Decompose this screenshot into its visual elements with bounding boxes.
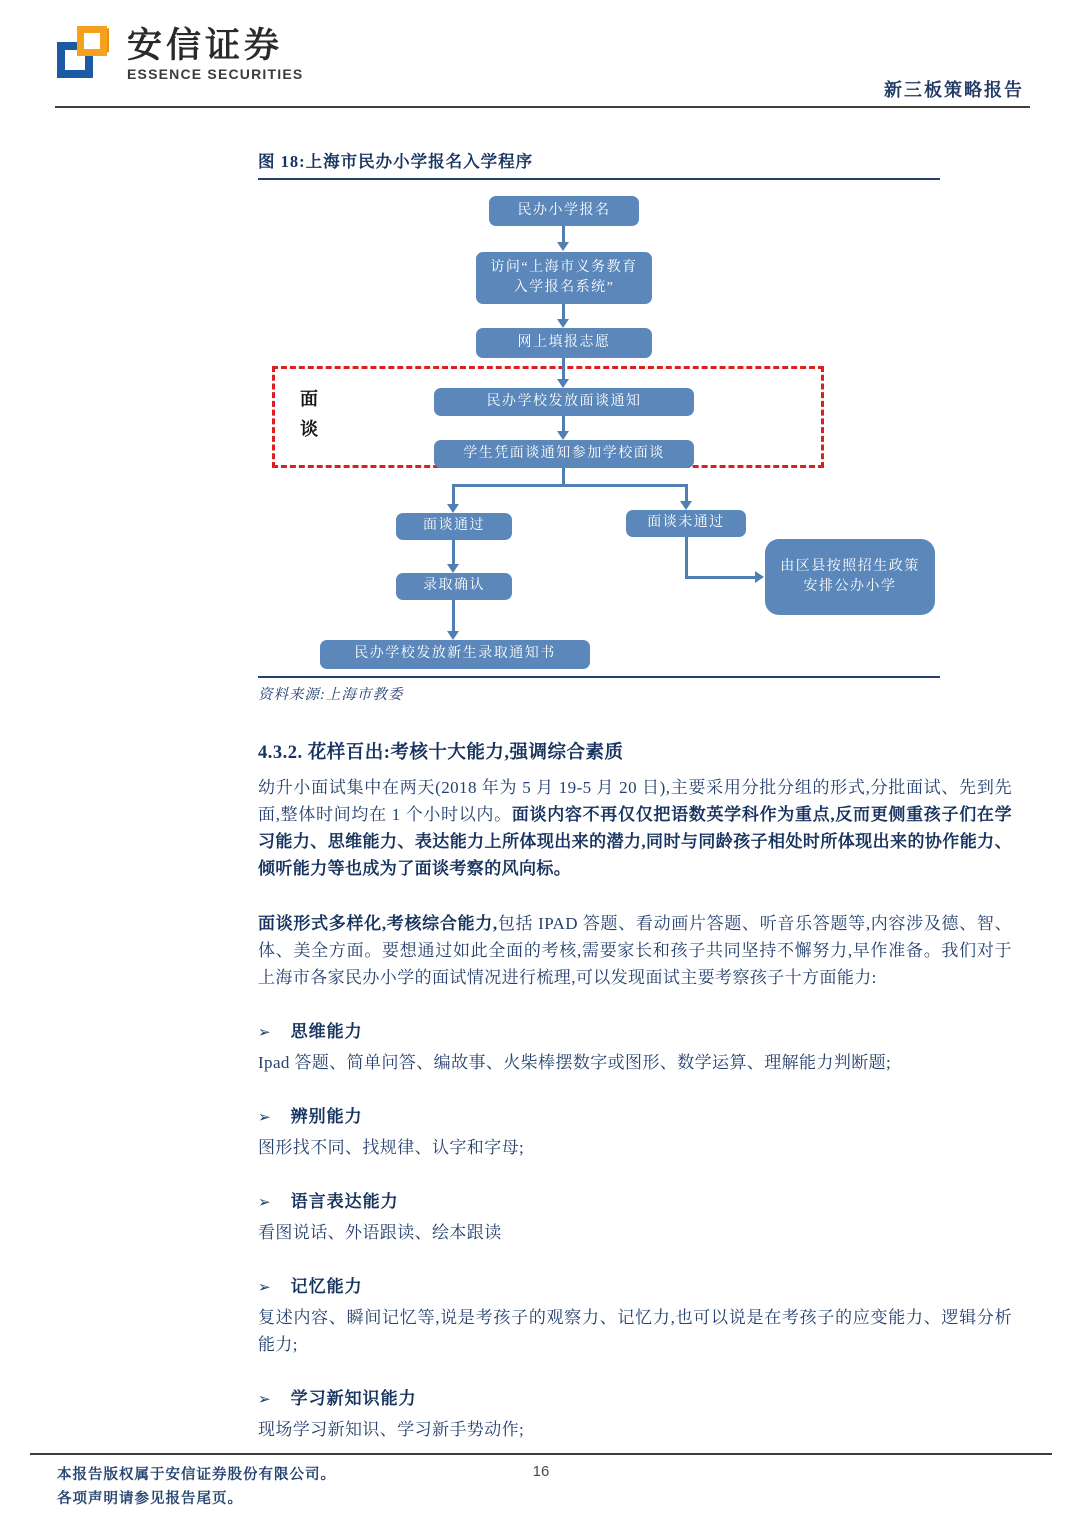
flow-line <box>562 226 565 243</box>
flow-node-signup: 民办小学报名 <box>489 196 639 226</box>
flow-line <box>562 358 565 381</box>
bullet-row <box>258 1019 1012 1045</box>
ability-label: 学习新知识能力 <box>290 1389 417 1408</box>
flow-line <box>452 540 455 565</box>
paragraph-1-normal: 幼升小面试集中在两天(2018 年为 5 月 19-5 月 20 日),主要采用分批分组的形式,分批面试、先到先面,整体时间均在 1 个小时以内。 <box>258 778 1012 824</box>
report-type-label: 新三板策略报告 <box>884 80 1024 100</box>
figure-bottom-divider <box>258 676 940 678</box>
ability-item-discrimination <box>258 1104 1012 1161</box>
flow-node-notice: 民办学校发放面谈通知 <box>434 388 694 416</box>
ability-label: 语言表达能力 <box>290 1192 399 1211</box>
page-number: 16 <box>532 1463 550 1480</box>
essence-cube-logo-icon <box>57 26 113 84</box>
flow-line <box>452 484 455 505</box>
flow-arrow-down-icon <box>557 379 569 388</box>
flow-line <box>452 484 688 487</box>
flow-arrow-down-icon <box>447 504 459 513</box>
figure-source: 资料来源:上海市教委 <box>258 687 404 703</box>
bullet-arrow-icon: ➢ <box>258 1278 271 1296</box>
main-content <box>258 0 1012 1443</box>
flow-node-visit-system: 访问“上海市义务教育入学报名系统” <box>476 252 652 304</box>
ability-label: 记忆能力 <box>290 1277 363 1296</box>
ability-label: 辨别能力 <box>290 1107 363 1126</box>
figure-title: 图 18:上海市民办小学报名入学程序 <box>258 150 940 180</box>
bullet-row <box>258 1386 1012 1412</box>
brand-text <box>127 26 303 82</box>
paragraph-1 <box>258 774 1012 882</box>
bullet-arrow-icon: ➢ <box>258 1390 271 1408</box>
flow-line <box>685 484 688 502</box>
flow-arrow-down-icon <box>447 564 459 573</box>
paragraph-2 <box>258 910 1012 991</box>
brand-logo <box>57 26 303 84</box>
bullet-arrow-icon: ➢ <box>258 1023 271 1041</box>
ability-item-thinking <box>258 1019 1012 1076</box>
flow-line <box>685 537 688 579</box>
flow-arrow-down-icon <box>447 631 459 640</box>
flow-node-pass: 面谈通过 <box>396 513 512 540</box>
flow-line <box>452 600 455 632</box>
section-heading: 4.3.2. 花样百出:考核十大能力,强调综合素质 <box>258 743 624 763</box>
bullet-row <box>258 1274 1012 1300</box>
paragraph-1-bold: 面谈内容不再仅仅把语数英学科作为重点,反而更侧重孩子们在学习能力、思维能力、表达能力上所体现出来的潜力,同时与同龄孩子相处时所体现出来的协作能力、倾听能力等也成为了面谈考察的风向标。 <box>258 805 1012 878</box>
ability-desc: 看图说话、外语跟读、绘本跟读 <box>258 1223 502 1242</box>
bullet-row <box>258 1104 1012 1130</box>
flow-node-fill-online: 网上填报志愿 <box>476 328 652 358</box>
paragraph-2-bold: 面谈形式多样化,考核综合能力, <box>258 914 498 933</box>
flow-node-admit-letter: 民办学校发放新生录取通知书 <box>320 640 590 669</box>
footer-line-2: 各项声明请参见报告尾页。 <box>57 1491 243 1507</box>
flow-line <box>685 576 756 579</box>
bullet-arrow-icon: ➢ <box>258 1193 271 1211</box>
ability-desc: 复述内容、瞬间记忆等,说是考孩子的观察力、记忆力,也可以说是在考孩子的应变能力、逻辑分析能力; <box>258 1308 1012 1354</box>
ability-label: 思维能力 <box>290 1022 363 1041</box>
flowchart-figure <box>258 192 940 676</box>
ability-item-learning <box>258 1386 1012 1443</box>
footer-line-1: 本报告版权属于安信证券股份有限公司。 <box>57 1467 336 1483</box>
flow-arrow-down-icon <box>557 242 569 251</box>
ability-desc: 图形找不同、找规律、认字和字母; <box>258 1138 525 1157</box>
ability-desc: Ipad 答题、简单问答、编故事、火柴棒摆数字或图形、数学运算、理解能力判断题; <box>258 1053 892 1072</box>
flow-arrow-down-icon <box>557 431 569 440</box>
ability-desc: 现场学习新知识、学习新手势动作; <box>258 1420 525 1439</box>
paragraph-2-normal: 包括 IPAD 答题、看动画片答题、听音乐答题等,内容涉及德、智、体、美全方面。要想通过如此全面的考核,需要家长和孩子共同坚持不懈努力,早作准备。我们对于上海市各家民办小学的面试情况进行梳理,可以发现面试主要考察孩子十方面能力: <box>258 914 1013 987</box>
brand-name-cn: 安信证券 <box>127 26 284 65</box>
flow-node-confirm: 录取确认 <box>396 573 512 600</box>
ability-item-memory <box>258 1274 1012 1358</box>
header-divider <box>55 106 1030 108</box>
bullet-row <box>258 1189 1012 1215</box>
page-footer <box>30 1453 1052 1507</box>
flow-node-public-arrange: 由区县按照招生政策安排公办小学 <box>765 539 935 615</box>
flow-arrow-down-icon <box>557 319 569 328</box>
ability-item-language <box>258 1189 1012 1246</box>
bullet-arrow-icon: ➢ <box>258 1108 271 1126</box>
footer-disclaimer <box>57 1463 336 1511</box>
flow-arrow-down-icon <box>680 501 692 510</box>
brand-name-en: ESSENCE SECURITIES <box>127 66 304 82</box>
logo-orange-square <box>77 26 107 56</box>
flow-node-attend: 学生凭面谈通知参加学校面谈 <box>434 440 694 468</box>
interview-region-label: 面谈 <box>300 389 318 439</box>
flow-node-fail: 面谈未通过 <box>626 510 746 537</box>
flow-arrow-right-icon <box>755 571 764 583</box>
